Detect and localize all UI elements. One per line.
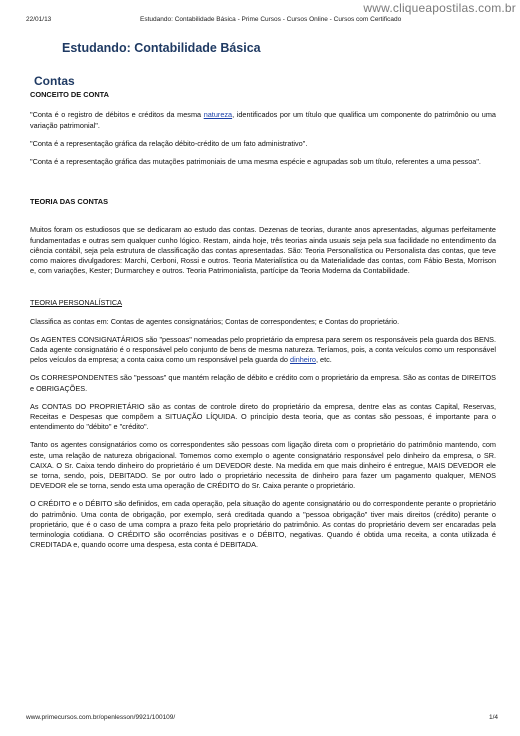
document-title: Estudando: Contabilidade Básica [62, 41, 261, 55]
paragraph-4: Muitos foram os estudiosos que se dedicaram ao estudo das contas. Dezenas de teorias, durante anos apresentadas, algumas perfeitamente fundamentadas e outras sem qualquer cunho lógico. Restam, ainda hoje, três teorias ainda usuais seja pela sua facilidade no entendimento da ciência contábil, seja pela estrutura de classificação das contas apresentadas. São: Teoria Personalística ou Personalista das contas, que teve como maiores divulgadores: Marchi, Cerboni, Rossi e outros. Teoria Materialística ou da Materialidade das contas, com Fábio Besta, Morrison e, com variações, Kester; Durmarchey e outros. Teoria Patrimonialista, partícipe da Teoria Moderna da Contabilidade. [30, 225, 496, 276]
conceito-heading: CONCEITO DE CONTA [30, 90, 109, 100]
paragraph-8: As CONTAS DO PROPRIETÁRIO são as contas de controle direto do proprietário da empresa, dentre elas as contas Capital, Reservas, Receitas e Despesas que compõem a SITUAÇÃO LÍQUIDA. O princípio desta teoria, que as contas são pessoas, é importante para o entendimento do "débito" e "crédito". [30, 401, 496, 432]
main-content [30, 76, 496, 559]
print-page-title: Estudando: Contabilidade Básica - Prime Cursos - Cursos Online - Cursos com Certificado [140, 16, 402, 23]
paragraph-1 [30, 110, 496, 130]
paragraph-6-text-a: Os AGENTES CONSIGNATÁRIOS são "pessoas" nomeadas pelo proprietário da empresa para serem os responsáveis pela guarda dos BENS. Cada agente consignatário é o responsável pelo conjunto de bens de mesma natureza. Teríamos, pois, a conta veículos como um responsável pelos veículos da empresa; a conta caixa como um responsável pela guarda do [30, 334, 496, 365]
footer-url: www.primecursos.com.br/openlesson/9921/100109/ [26, 714, 176, 721]
print-date: 22/01/13 [26, 16, 52, 23]
section-title: Contas [34, 74, 75, 88]
paragraph-6 [30, 335, 496, 366]
paragraph-6-text-b: , etc. [315, 355, 332, 365]
paragraph-10: O CRÉDITO e o DÉBITO são definidos, em cada operação, pela situação do agente consignatário ou do correspondente perante o proprietário do patrimônio. Uma conta de obrigação, por exemplo, será creditada quando a "pessoa obrigação" tiver mais direitos (crédito) perante o proprietário, que é o caso de uma compra a prazo feita pelo proprietário do patrimônio. As contas do proprietário devem ser encaradas pela terminologia cotidiana. O CRÉDITO são ocorrências positivas e o DÉBITO, negativas. Quando é obtida uma receita, a conta utilizada é CREDITADA e, quando ocorre uma despesa, esta conta é DEBITADA. [30, 499, 496, 550]
teoria-heading: TEORIA DAS CONTAS [30, 197, 109, 207]
page-number: 1/4 [488, 714, 498, 721]
paragraph-5: Classifica as contas em: Contas de agentes consignatários; Contas de correspondentes; e Contas do proprietário. [30, 316, 400, 326]
paragraph-7: Os CORRESPONDENTES são "pessoas" que mantém relação de débito e crédito com o proprietário da empresa. São as contas de DIREITOS e OBRIGAÇÕES. [30, 373, 496, 393]
paragraph-3: "Conta é a representação gráfica das mutações patrimoniais de uma mesma espécie e agrupadas sob um título, referentes a uma pessoa". [30, 157, 481, 167]
paragraph-9: Tanto os agentes consignatários como os correspondentes são pessoas com ligação direta com o proprietário do patrimônio mantendo, com este, uma relação de natureza obrigacional. Tomemos como exemplo o agente consignatário responsável pelo dinheiro da empresa, o SR. CAIXA. O Sr. Caixa tendo dinheiro do proprietário é um DEVEDOR deste. Na medida em que mais dinheiro é entregue, MAIS DEVEDOR ele se torna, sendo, pois, DEBITADO. Se por outro lado o proprietário necessita de dinheiro para fazer um pagamento qualquer, MENOS DEVEDOR ele se torna, sendo esta uma operação de CRÉDITO do Sr. Caixa perante o proprietário. [30, 440, 496, 491]
paragraph-1-text-a: "Conta é o registro de débitos e créditos da mesma [30, 110, 204, 120]
watermark: www.cliqueapostilas.com.br [363, 1, 516, 15]
personalistica-heading: TEORIA PERSONALÍSTICA [30, 298, 123, 308]
paragraph-2: "Conta é a representação gráfica da relação débito-crédito de um fato administrativo". [30, 138, 308, 148]
link-dinheiro[interactable]: dinheiro [290, 355, 316, 365]
paragraph-1-text-b: , identificados por um título que qualifica um componente do patrimônio ou uma variação patrimonial". [30, 110, 496, 130]
link-natureza[interactable]: natureza [203, 110, 233, 120]
